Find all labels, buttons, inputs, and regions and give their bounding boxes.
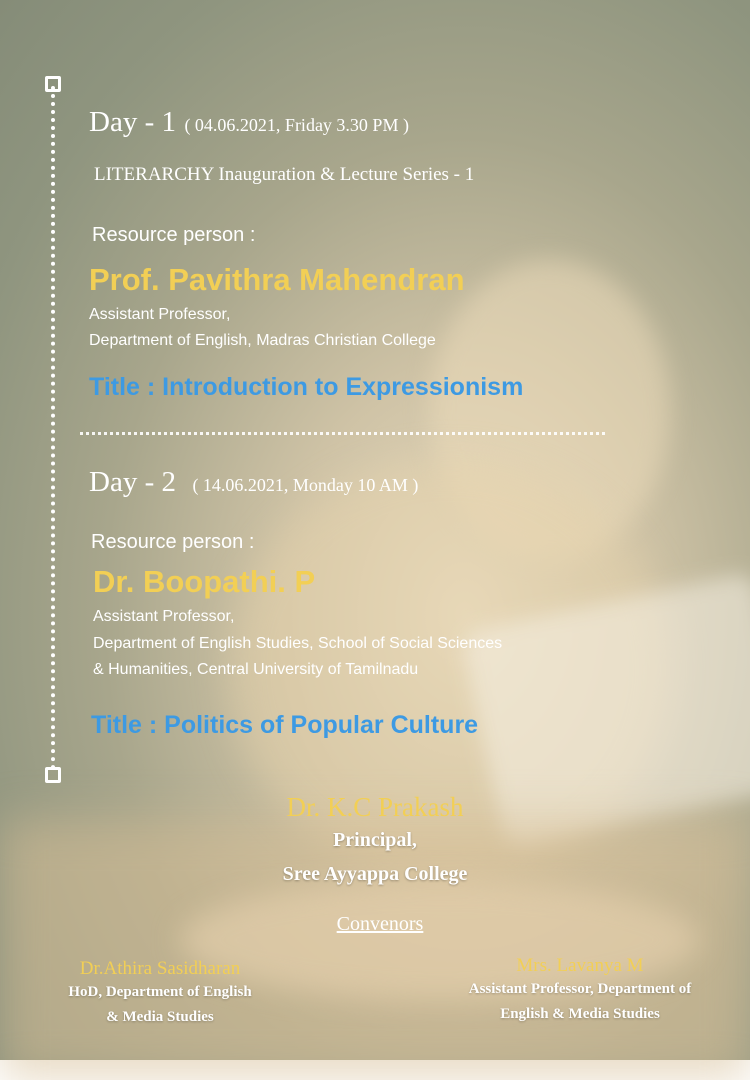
day-separator: [80, 432, 605, 435]
day1-speaker-designation: Assistant Professor,: [89, 306, 231, 323]
day2-speaker-name: Dr. Boopathi. P: [93, 564, 316, 599]
day1-resource-label: Resource person :: [92, 224, 256, 246]
day1-speaker-name: Prof. Pavithra Mahendran: [89, 262, 465, 297]
convenor-left-line2: & Media Studies: [106, 1009, 214, 1025]
day2-speaker-department-line1: Department of English Studies, School of Social Sciences: [93, 635, 503, 652]
timeline-start-node: [45, 76, 61, 92]
convenor-left-line1: HoD, Department of English: [68, 984, 252, 1000]
convenor-left: [20, 958, 300, 1026]
day2-lecture-title: Title : Politics of Popular Culture: [91, 711, 479, 739]
convenor-right-line1: Assistant Professor, Department of: [468, 981, 692, 997]
convenors-heading: Convenors: [336, 913, 424, 935]
day2-speaker-department-line2: & Humanities, Central University of Tamilnadu: [93, 661, 419, 678]
timeline-line: [51, 86, 55, 770]
day2-date: ( 14.06.2021, Monday 10 AM ): [192, 475, 419, 495]
day2-speaker-designation: Assistant Professor,: [93, 608, 235, 625]
day1-lecture-title: Title : Introduction to Expressionism: [89, 373, 524, 401]
convenor-left-name: Dr.Athira Sasidharan: [79, 958, 241, 979]
timeline-end-node: [45, 767, 61, 783]
day2-header: [89, 466, 418, 499]
convenor-right-name: Mrs. Lavanya M: [516, 955, 644, 976]
day1-event: LITERARCHY Inauguration & Lecture Series - 1: [94, 164, 475, 185]
principal-role: Principal,: [333, 829, 417, 851]
college-name: Sree Ayyappa College: [282, 863, 468, 885]
day2-resource-label: Resource person :: [91, 531, 255, 553]
day1-speaker-department: Department of English, Madras Christian College: [89, 332, 436, 349]
convenor-right: [440, 955, 720, 1023]
day1-label: Day - 1: [89, 106, 176, 138]
convenor-right-line2: English & Media Studies: [500, 1006, 660, 1022]
day1-date: ( 04.06.2021, Friday 3.30 PM ): [184, 115, 409, 135]
principal-name: Dr. K.C Prakash: [286, 792, 464, 822]
day1-header: [89, 106, 409, 139]
day2-label: Day - 2: [89, 466, 176, 498]
